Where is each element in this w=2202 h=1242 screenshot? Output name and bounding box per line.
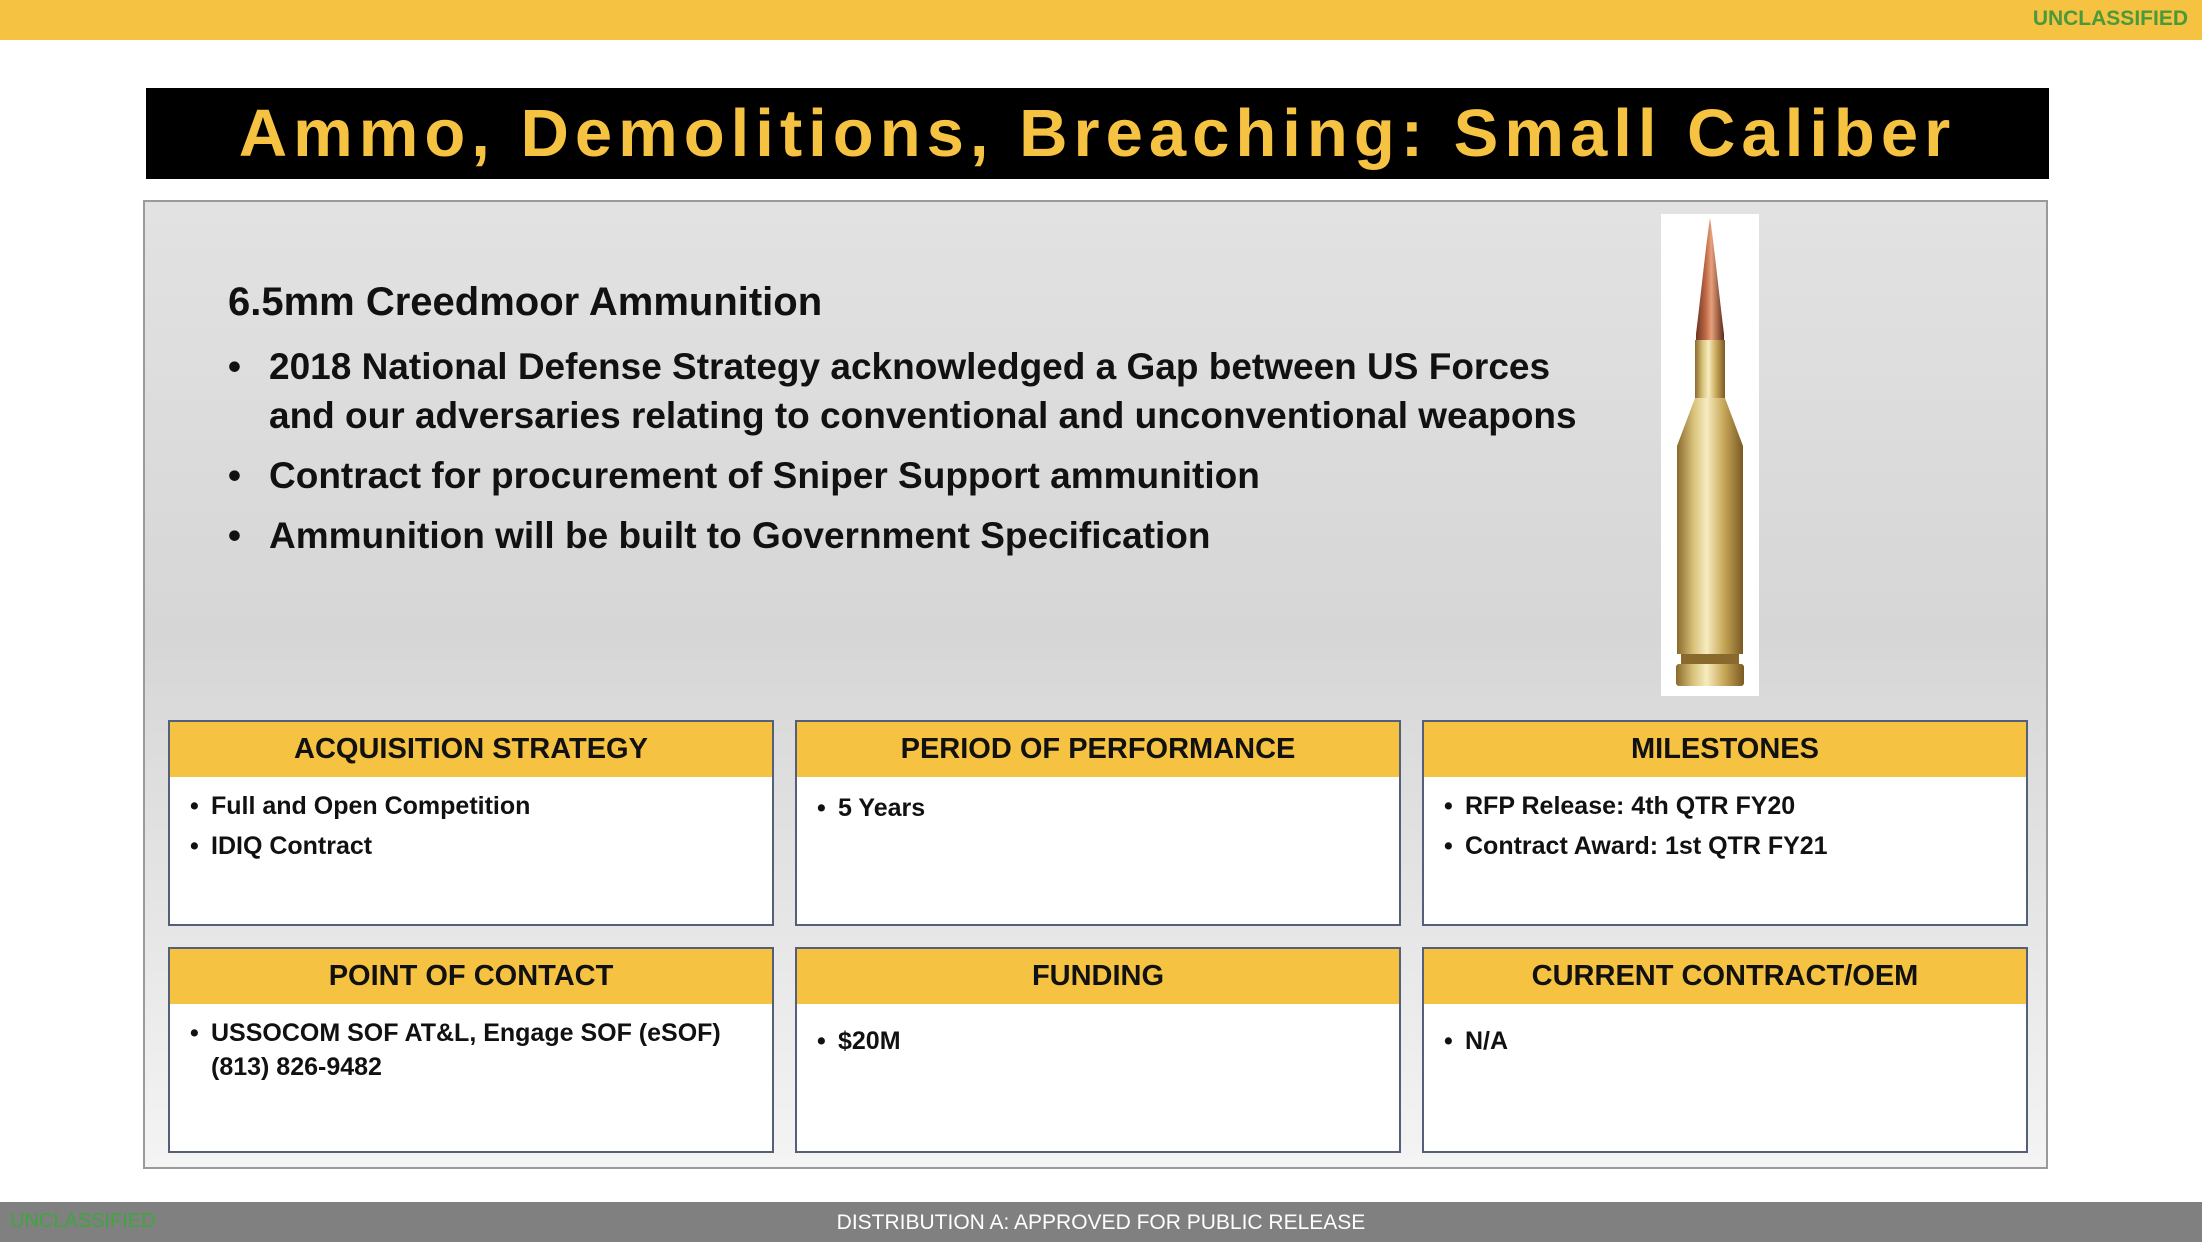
summary-item [228, 511, 1608, 560]
list-item: • RFP Release: 4th QTR FY20 [1444, 789, 2006, 823]
classification-bottom: UNCLASSIFIED [10, 1210, 156, 1232]
bullet-icon: • [228, 346, 241, 387]
summary-item-text: Contract for procurement of Sniper Support ammunition [269, 455, 1260, 496]
bullet-icon: • [190, 1019, 199, 1047]
bullet-icon: • [1444, 1027, 1453, 1055]
list-item: • 5 Years [817, 791, 1379, 825]
current-contract-title: CURRENT CONTRACT/OEM [1424, 949, 2026, 1004]
section-heading: 6.5mm Creedmoor Ammunition [228, 280, 823, 324]
summary-item [228, 451, 1608, 500]
bullet-icon: • [190, 832, 199, 860]
top-banner [0, 0, 2202, 40]
page-title: Ammo, Demolitions, Breaching: Small Caliber [238, 96, 1957, 171]
contact-phone: (813) 826-9482 [211, 1053, 382, 1081]
period-of-performance-box [795, 720, 1401, 926]
summary-item-text: Ammunition will be built to Government Specification [269, 515, 1211, 556]
current-contract-box [1422, 947, 2028, 1153]
rifle-cartridge-photo [1661, 214, 1759, 696]
list-item: • IDIQ Contract [190, 829, 752, 863]
point-of-contact-box [168, 947, 774, 1153]
contact-org: USSOCOM SOF AT&L, Engage SOF (eSOF) [211, 1019, 721, 1047]
funding-box [795, 947, 1401, 1153]
bullet-icon: • [817, 1027, 826, 1055]
list-item: • Contract Award: 1st QTR FY21 [1444, 829, 2006, 863]
bottom-banner [0, 1202, 2202, 1242]
summary-item-text: 2018 National Defense Strategy acknowledged a Gap between US Forces and our adversaries relating to conventional and unconventional weapons [269, 346, 1577, 436]
distribution-statement: DISTRIBUTION A: APPROVED FOR PUBLIC RELEASE [836, 1211, 1366, 1234]
bullet-icon: • [228, 455, 241, 496]
point-of-contact-title: POINT OF CONTACT [170, 949, 772, 1004]
title-bar [146, 88, 2049, 179]
list-item: • N/A [1444, 1024, 2006, 1058]
period-of-performance-title: PERIOD OF PERFORMANCE [797, 722, 1399, 777]
classification-top: UNCLASSIFIED [2032, 7, 2188, 30]
list-item: • $20M [817, 1024, 1379, 1058]
funding-title: FUNDING [797, 949, 1399, 1004]
summary-list [228, 342, 1608, 571]
bullet-icon: • [1444, 792, 1453, 820]
bullet-icon: • [228, 515, 241, 556]
acquisition-strategy-box [168, 720, 774, 926]
bullet-icon: • [1444, 832, 1453, 860]
cartridge-icon [1661, 214, 1759, 696]
list-item [190, 1016, 752, 1084]
list-item: • Full and Open Competition [190, 789, 752, 823]
milestones-box [1422, 720, 2028, 926]
bullet-icon: • [817, 794, 826, 822]
summary-item [228, 342, 1608, 440]
acquisition-strategy-title: ACQUISITION STRATEGY [170, 722, 772, 777]
bullet-icon: • [190, 792, 199, 820]
milestones-title: MILESTONES [1424, 722, 2026, 777]
